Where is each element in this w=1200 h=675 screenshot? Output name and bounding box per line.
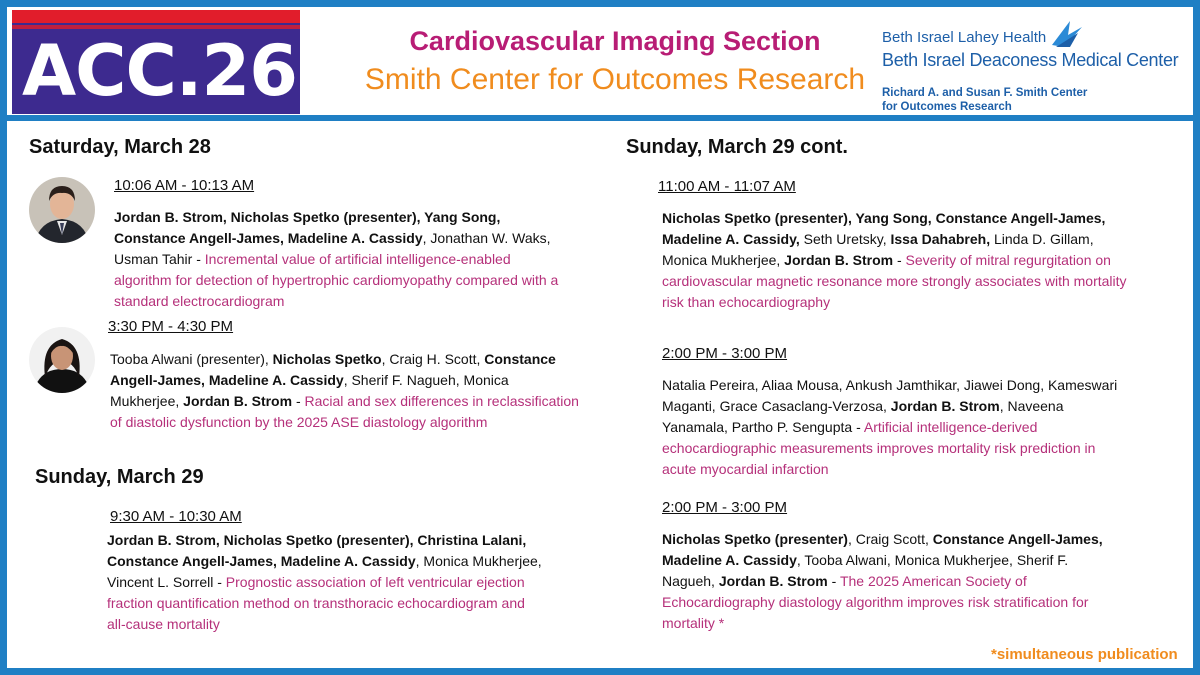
bold-authors: Jordan B. Strom, Nicholas Spetko (presenter), Yang Song, Constance Angell-James, Madeline A. Cassidy [114, 209, 501, 246]
logo-text: ACC.26 [22, 30, 297, 112]
session-entry: Nicholas Spetko (presenter), Yang Song, Constance Angell-James, Madeline A. Cassidy, Seth Uretsky, Issa Dahabreh, Linda D. Gillam, Monica Mukherjee, Jordan B. Strom - Severity of mitral regurgitation on cardiovascular magnetic resonance more strongly associates with mortality risk than echocardiography [662, 210, 1127, 310]
bidmc-logo [882, 17, 1192, 112]
abstract-title: Racial and sex differences in reclassification of diastolic dysfunction by the 2025 ASE diastology algorithm [110, 393, 579, 430]
session-time: 3:30 PM - 4:30 PM [108, 318, 234, 335]
session-time: 11:00 AM - 11:07 AM [658, 178, 796, 195]
abstract-title: Incremental value of artificial intelligence-enabled algorithm for detection of hypertrophic cardiomyopathy compared with a standard electrocardiogram [114, 251, 559, 309]
header-banner [7, 7, 1193, 115]
org-line-2: Beth Israel Deaconess Medical Center [882, 50, 1179, 70]
acc26-logo [12, 10, 300, 114]
org-line-1: Beth Israel Lahey Health [882, 29, 1047, 46]
abstract-title: Severity of mitral regurgitation on cardiovascular magnetic resonance more strongly associates with mortality risk than echocardiography [662, 252, 1127, 310]
day-heading-saturday: Saturday, March 28 [29, 136, 211, 158]
session-entry: Natalia Pereira, Aliaa Mousa, Ankush Jamthikar, Jiawei Dong, Kameswari Maganti, Grace Casaclang-Verzosa, Jordan B. Strom, Naveena Yanamala, Partho P. Sengupta - Artificial intelligence-derived echocardiographic measurements improves mortality risk prediction in acute myocardial infarction [662, 377, 1118, 477]
session-entry: Tooba Alwani (presenter), Nicholas Spetko, Craig H. Scott, Constance Angell-James, Madeline A. Cassidy, Sherif F. Nagueh, Monica Mukherjee, Jordan B. Strom - Racial and sex differences in reclassification of diastolic dysfunction by the 2025 ASE diastology algorithm [110, 351, 579, 430]
session-entry: Nicholas Spetko (presenter), Craig Scott, Constance Angell-James, Madeline A. Cassidy, Tooba Alwani, Monica Mukherjee, Sherif F. Nagueh, Jordan B. Strom - The 2025 American Society of Echocardiography diastology algorithm improves risk stratification for mortality * [662, 531, 1103, 631]
session-time: 9:30 AM - 10:30 AM [110, 508, 242, 525]
day-heading-sunday-cont: Sunday, March 29 cont. [626, 136, 848, 158]
authors: , Jonathan W. Waks, Usman Tahir - [114, 230, 551, 267]
session-entry: Jordan B. Strom, Nicholas Spetko (presenter), Christina Lalani, Constance Angell-James, Madeline A. Cassidy, Monica Mukherjee, Vincent L. Sorrell - Prognostic association of left ventricular ejection fraction quantification method on transthoracic echocardiogram and all-cause mortality [107, 532, 542, 632]
center-title: Smith Center for Outcomes Research [364, 63, 866, 96]
abstract-title: The 2025 American Society of Echocardiography diastology algorithm improves risk stratification for mortality * [662, 573, 1089, 631]
org-line-3: Richard A. and Susan F. Smith Center [882, 87, 1088, 99]
schedule-panel [7, 121, 1193, 668]
abstract-title: Artificial intelligence-derived echocardiographic measurements improves mortality risk prediction in acute myocardial infarction [662, 419, 1096, 477]
session-time: 2:00 PM - 3:00 PM [662, 345, 788, 362]
abstract-title: Prognostic association of left ventricular ejection fraction quantification method on transthoracic echocardiogram and all-cause mortality [107, 574, 525, 632]
session-entry [114, 207, 564, 312]
bird-icon [1050, 17, 1084, 51]
day-heading-sunday: Sunday, March 29 [35, 466, 204, 488]
session-time: 10:06 AM - 10:13 AM [114, 177, 255, 194]
section-title: Cardiovascular Imaging Section [409, 26, 821, 56]
presenter-photo-female [29, 327, 95, 393]
session-time: 2:00 PM - 3:00 PM [662, 499, 788, 516]
presenter-photo-male [29, 177, 95, 243]
footnote: *simultaneous publication [991, 646, 1178, 663]
org-line-4: for Outcomes Research [882, 101, 1012, 113]
